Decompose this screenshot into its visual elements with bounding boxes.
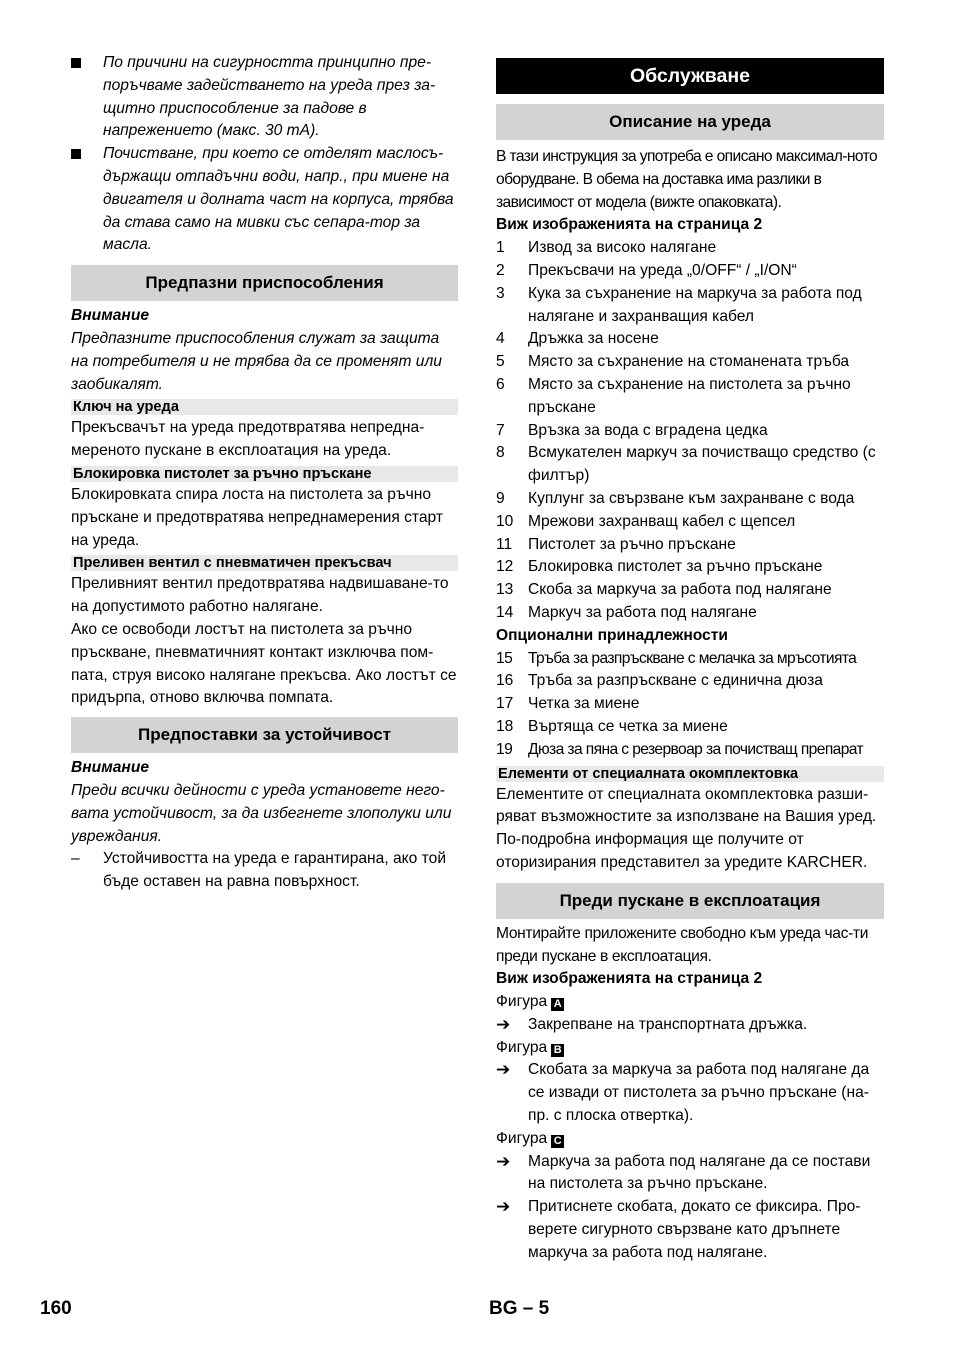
main-heading: Обслужване bbox=[496, 58, 884, 94]
list-item bbox=[496, 442, 884, 488]
item-number: 9 bbox=[496, 489, 505, 507]
item-number: 18 bbox=[496, 717, 514, 735]
valve-text: Преливният вентил предотвратява надвишаване-то на допустимото работно налягане. bbox=[71, 575, 449, 616]
arrow-right-icon: ➔ bbox=[496, 1014, 511, 1034]
dash-item: – Устойчивостта на уреда е гарантирана, ако той бъде оставен на равна повърхност. bbox=[71, 850, 447, 891]
valve-heading: Преливен вентил с пневматичен прекъсвач bbox=[71, 555, 458, 571]
page-label: BG – 5 bbox=[489, 1298, 550, 1319]
safety-heading: Предпазни приспособления bbox=[71, 265, 458, 301]
item-number: 13 bbox=[496, 581, 514, 599]
list-item bbox=[496, 351, 884, 374]
item-text: Маркуч за работа под налягане bbox=[528, 603, 757, 621]
list-item bbox=[496, 374, 884, 420]
list-item bbox=[496, 579, 884, 602]
item-text: Въртяща се четка за миене bbox=[528, 717, 728, 735]
list-item bbox=[496, 556, 884, 579]
square-bullet-icon bbox=[71, 58, 81, 68]
step-item: ➔ Закрепване на транспортната дръжка. bbox=[496, 1014, 884, 1037]
list-item bbox=[496, 328, 884, 351]
startup-heading: Преди пускане в експлоатация bbox=[496, 883, 884, 919]
item-text: Кука за съхранение на маркуча за работа под налягане и захранващия кабел bbox=[528, 284, 862, 325]
special-text: Елементите от специалната окомплектовка разши-ряват възможностите за използване на Вашия уред. По-подробна информация ще получите от оторизирания представител за уредите KARCHER. bbox=[496, 785, 877, 871]
square-bullet-icon bbox=[71, 149, 81, 159]
step-item: ➔ Притиснете скобата, докато се фиксира. Про-верете сигурното свързване като дръпнете маркуча за работа под налягане. bbox=[496, 1196, 884, 1264]
item-number: 15 bbox=[496, 649, 513, 667]
arrow-right-icon: ➔ bbox=[496, 1197, 511, 1217]
item-text: Дръжка за носене bbox=[528, 330, 659, 348]
parts-list bbox=[496, 237, 884, 625]
figure-c-badge: C bbox=[551, 1135, 564, 1148]
bullet-item: Почистване, при което се отделят маслосъ-държащи отпадъчни води, напр., при миене на двигателя и долната част на корпуса, трябва да става само на мивки със сепара-тор за масла. bbox=[71, 143, 458, 257]
figure-b-badge: B bbox=[551, 1044, 564, 1057]
figure-label: Фигура A bbox=[496, 991, 884, 1014]
page-footer bbox=[40, 1298, 920, 1322]
list-item bbox=[496, 693, 884, 716]
key-heading: Ключ на уреда bbox=[71, 399, 458, 415]
item-number: 5 bbox=[496, 353, 505, 371]
item-text: Място за съхранение на пистолета за ръчно пръскане bbox=[528, 375, 851, 416]
item-text: Извод за високо налягане bbox=[528, 239, 717, 257]
item-number: 8 bbox=[496, 444, 505, 462]
list-item bbox=[496, 260, 884, 283]
list-item bbox=[496, 670, 884, 693]
list-item bbox=[496, 511, 884, 534]
warning-text: Преди всички дейности с уреда установете него-вата устойчивост, за да избегнете злополуки или увреждания. bbox=[71, 781, 452, 845]
figure-label: Фигура B bbox=[496, 1037, 884, 1060]
item-number: 19 bbox=[496, 740, 513, 758]
warning-label: Внимание bbox=[71, 307, 150, 325]
lock-heading: Блокировка пистолет за ръчно пръскане bbox=[71, 466, 458, 482]
key-text: Прекъсвачът на уреда предотвратява непредна-мереното пускане в експлоатация на уреда. bbox=[71, 419, 425, 460]
item-number: 4 bbox=[496, 330, 505, 348]
item-text: Пистолет за ръчно пръскане bbox=[528, 535, 736, 553]
warning-text: Предпазните приспособления служат за защита на потребителя и не трябва да се променят или заобикалят. bbox=[71, 329, 442, 393]
list-item bbox=[496, 716, 884, 739]
item-text: Блокировка пистолет за ръчно пръскане bbox=[528, 558, 823, 576]
item-number: 17 bbox=[496, 695, 514, 713]
lock-text: Блокировката спира лоста на пистолета за ръчно пръскане и предотвратява непреднамерения старт на уреда. bbox=[71, 485, 444, 549]
item-text: Скоба за маркуча за работа под налягане bbox=[528, 581, 832, 599]
optional-label: Опционални принадлежности bbox=[496, 626, 728, 644]
item-number: 10 bbox=[496, 512, 514, 530]
list-item bbox=[496, 602, 884, 625]
item-text: Четка за миене bbox=[528, 695, 640, 713]
item-text: Куплунг за свързване към захранване с вода bbox=[528, 489, 855, 507]
list-item bbox=[496, 237, 884, 260]
stability-heading: Предпоставки за устойчивост bbox=[71, 717, 458, 753]
item-number: 1 bbox=[496, 239, 505, 257]
page-number: 160 bbox=[40, 1298, 72, 1319]
item-number: 16 bbox=[496, 672, 514, 690]
item-number: 2 bbox=[496, 261, 505, 279]
see-images-label: Виж изображенията на страница 2 bbox=[496, 970, 763, 988]
figure-label: Фигура C bbox=[496, 1128, 884, 1151]
item-number: 3 bbox=[496, 284, 505, 302]
special-heading: Елементи от специалната окомплектовка bbox=[496, 766, 884, 782]
arrow-right-icon: ➔ bbox=[496, 1151, 511, 1171]
warning-label: Внимание bbox=[71, 759, 150, 777]
list-item bbox=[496, 534, 884, 557]
item-number: 14 bbox=[496, 603, 514, 621]
item-text: Място за съхранение на стоманената тръба bbox=[528, 353, 850, 371]
list-item bbox=[496, 648, 884, 671]
item-number: 6 bbox=[496, 375, 505, 393]
figure-a-badge: A bbox=[551, 998, 564, 1011]
description-heading: Описание на уреда bbox=[496, 104, 884, 140]
optional-parts-list bbox=[496, 648, 884, 762]
item-text: Мрежови захранващ кабел с щепсел bbox=[528, 512, 796, 530]
item-text: Тръба за разпръскване с мелачка за мръсотията bbox=[528, 649, 857, 667]
right-column bbox=[496, 52, 884, 1265]
valve-text: Ако се освободи лостът на пистолета за ръчно пръскване, пневматичният контакт изключва пом-пата, струя високо налягане прекъсва. Ако лостът се придърпа, отново включва помпата. bbox=[71, 620, 457, 707]
item-text: Връзка за вода с вградена цедка bbox=[528, 421, 768, 439]
item-number: 11 bbox=[496, 535, 513, 553]
step-item: ➔ Маркуча за работа под налягане да се постави на пистолета за ръчно пръскане. bbox=[496, 1151, 884, 1197]
list-item bbox=[496, 739, 884, 762]
left-column bbox=[71, 52, 458, 894]
item-text: Дюза за пяна с резервоар за почистващ препарат bbox=[528, 740, 864, 758]
item-number: 12 bbox=[496, 558, 514, 576]
arrow-right-icon: ➔ bbox=[496, 1060, 511, 1080]
item-text: Всмукателен маркуч за почистващо средство (с филтър) bbox=[528, 444, 876, 485]
list-item bbox=[496, 420, 884, 443]
list-item bbox=[496, 488, 884, 511]
intro-text: В тази инструкция за употреба е описано максимал-ното оборудване. В обема на доставка има разлики в зависимост от модела (вижте опаковката). bbox=[496, 148, 878, 211]
item-text: Прекъсвачи на уреда „0/OFF“ / „I/ON“ bbox=[528, 261, 797, 279]
startup-intro: Монтирайте приложените свободно към уреда час-ти преди пускане в експлоатация. bbox=[496, 924, 869, 965]
step-item: ➔ Скобата за маркуча за работа под налягане да се извади от пистолета за ръчно пръскане (на-пр. с плоска отвертка). bbox=[496, 1059, 884, 1127]
list-item bbox=[496, 283, 884, 329]
item-number: 7 bbox=[496, 421, 505, 439]
bullet-item: По причини на сигурността принципно пре-поръчваме задействането на уреда през за-щитно приспособление за падове в напрежението (макс. 30 mA). bbox=[71, 52, 458, 143]
item-text: Тръба за разпръскване с единична дюза bbox=[528, 672, 823, 690]
see-images-label: Виж изображенията на страница 2 bbox=[496, 216, 763, 234]
